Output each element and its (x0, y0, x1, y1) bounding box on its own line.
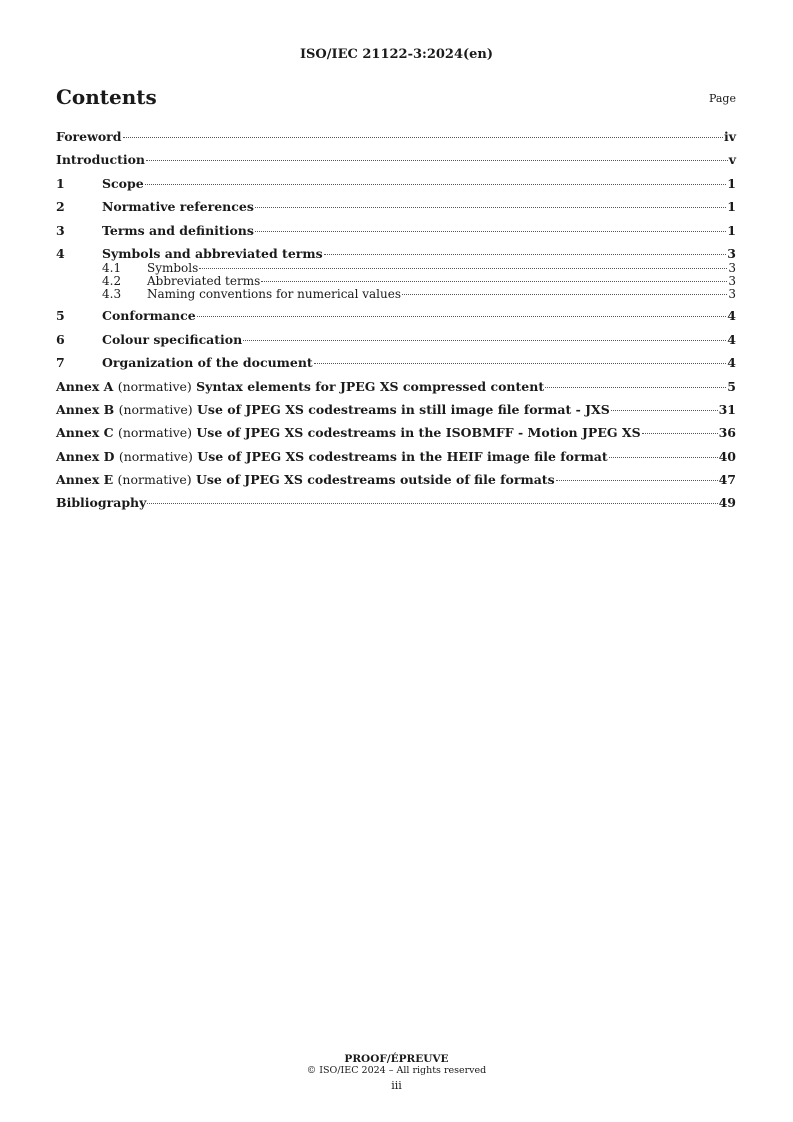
toc-entry-title: Symbols (147, 260, 199, 275)
dot-leader (243, 340, 726, 341)
toc-entry-title: Syntax elements for JPEG XS compressed content (196, 378, 545, 394)
contents-title: Contents (56, 85, 157, 109)
toc-entry-number: 6 (56, 331, 65, 347)
annex-id: Annex D (56, 448, 115, 464)
toc-entry-clause-1[interactable] (56, 176, 736, 192)
toc-entry-foreword[interactable] (56, 129, 736, 145)
toc-entry-title: Introduction (56, 152, 146, 168)
toc-entry-page: 49 (718, 495, 736, 511)
toc-entry-introduction[interactable] (56, 152, 736, 168)
toc-entry-page: 36 (718, 425, 736, 441)
toc-entry-clause-7[interactable] (56, 355, 736, 371)
toc-entry-page: 4 (727, 308, 736, 324)
document-identifier: ISO/IEC 21122-3:2024(en) (299, 47, 494, 62)
annex-id: Annex B (56, 401, 115, 417)
dot-leader (147, 503, 717, 504)
toc-entry-title: Use of JPEG XS codestreams in still image file format - JXS (197, 401, 610, 417)
toc-entry-subclause-4-2[interactable] (56, 275, 736, 288)
toc-entry-annex-b[interactable] (56, 402, 736, 418)
proof-label: PROOF/ÉPREUVE (344, 1053, 449, 1065)
toc-entry-number: 1 (56, 175, 65, 191)
annex-status: (normative) (118, 401, 193, 417)
annex-status: (normative) (117, 472, 192, 488)
toc-entry-page: 3 (728, 260, 736, 275)
dot-leader (545, 387, 726, 388)
toc-entry-title: Bibliography (56, 495, 147, 511)
toc-entry-number: 4 (56, 245, 65, 261)
toc-entry-page: 4 (727, 331, 736, 347)
toc-entry-number: 4.2 (102, 273, 122, 288)
toc-entry-page: 5 (727, 378, 736, 394)
dot-leader (556, 480, 718, 481)
toc-entry-clause-4[interactable] (56, 246, 736, 262)
dot-leader (611, 410, 718, 411)
toc-entry-title: Scope (102, 175, 144, 191)
toc-entry-annex-a[interactable] (56, 379, 736, 395)
toc-entry-title: Use of JPEG XS codestreams in the ISOBMFF - Motion JPEG XS (196, 425, 641, 441)
dot-leader (324, 254, 727, 255)
toc-entry-title: Use of JPEG XS codestreams in the HEIF image file format (197, 448, 608, 464)
toc-entry-title: Naming conventions for numerical values (147, 286, 401, 301)
toc-entry-number: 7 (56, 355, 65, 371)
toc-entry-clause-2[interactable] (56, 199, 736, 215)
copyright-notice: © ISO/IEC 2024 – All rights reserved (306, 1065, 487, 1076)
dot-leader (255, 207, 726, 208)
dot-leader (145, 184, 727, 185)
toc-entry-page: 4 (727, 355, 736, 371)
toc-entry-page: 3 (728, 286, 736, 301)
toc-entry-title: Organization of the document (102, 355, 313, 371)
toc-entry-page: 1 (727, 199, 736, 215)
toc-entry-title: Symbols and abbreviated terms (102, 245, 323, 261)
toc-entry-page: 3 (727, 245, 736, 261)
toc-entry-number: 5 (56, 308, 65, 324)
toc-entry-title: Normative references (102, 199, 254, 215)
toc-entry-clause-6[interactable] (56, 332, 736, 348)
toc-entry-number: 4.3 (102, 286, 122, 301)
toc-entry-subclause-4-1[interactable] (56, 262, 736, 275)
toc-entry-title: Abbreviated terms (147, 273, 261, 288)
toc-entry-clause-3[interactable] (56, 223, 736, 239)
dot-leader (261, 281, 727, 282)
toc-entry-page: 1 (727, 175, 736, 191)
table-of-contents (56, 129, 736, 519)
toc-entry-annex-c[interactable] (56, 425, 736, 441)
annex-status: (normative) (118, 448, 193, 464)
page-column-label: Page (708, 92, 736, 105)
toc-entry-page: 1 (727, 222, 736, 238)
toc-entry-title: Colour specification (102, 331, 243, 347)
toc-entry-bibliography[interactable] (56, 495, 736, 511)
toc-entry-page: 31 (718, 401, 736, 417)
page-footer (0, 1053, 793, 1095)
dot-leader (255, 231, 726, 232)
page-number: iii (391, 1079, 402, 1092)
dot-leader (199, 268, 727, 269)
annex-id: Annex C (56, 425, 114, 441)
toc-entry-title: Use of JPEG XS codestreams outside of file formats (195, 472, 555, 488)
toc-entry-title: Foreword (56, 129, 122, 144)
toc-entry-number: 2 (56, 199, 65, 215)
dot-leader (609, 457, 718, 458)
toc-entry-page: 47 (718, 472, 736, 488)
annex-status: (normative) (117, 378, 192, 394)
toc-entry-title: Conformance (102, 308, 196, 324)
dot-leader (146, 160, 728, 161)
toc-entry-page: 3 (728, 273, 736, 288)
toc-entry-annex-d[interactable] (56, 449, 736, 465)
toc-entry-annex-e[interactable] (56, 472, 736, 488)
dot-leader (642, 433, 718, 434)
dot-leader (197, 316, 727, 317)
dot-leader (314, 363, 727, 364)
toc-entry-page: v (728, 152, 736, 168)
annex-id: Annex E (56, 472, 114, 488)
annex-status: (normative) (117, 425, 193, 441)
toc-entry-page: 40 (718, 448, 736, 464)
toc-entry-subclause-4-3[interactable] (56, 288, 736, 301)
toc-entry-page: iv (723, 129, 736, 144)
annex-id: Annex A (56, 378, 114, 394)
dot-leader (402, 294, 727, 295)
toc-entry-number: 4.1 (102, 260, 122, 275)
toc-entry-number: 3 (56, 222, 65, 238)
toc-entry-title: Terms and definitions (102, 222, 254, 238)
toc-entry-clause-5[interactable] (56, 308, 736, 324)
dot-leader (123, 137, 723, 138)
